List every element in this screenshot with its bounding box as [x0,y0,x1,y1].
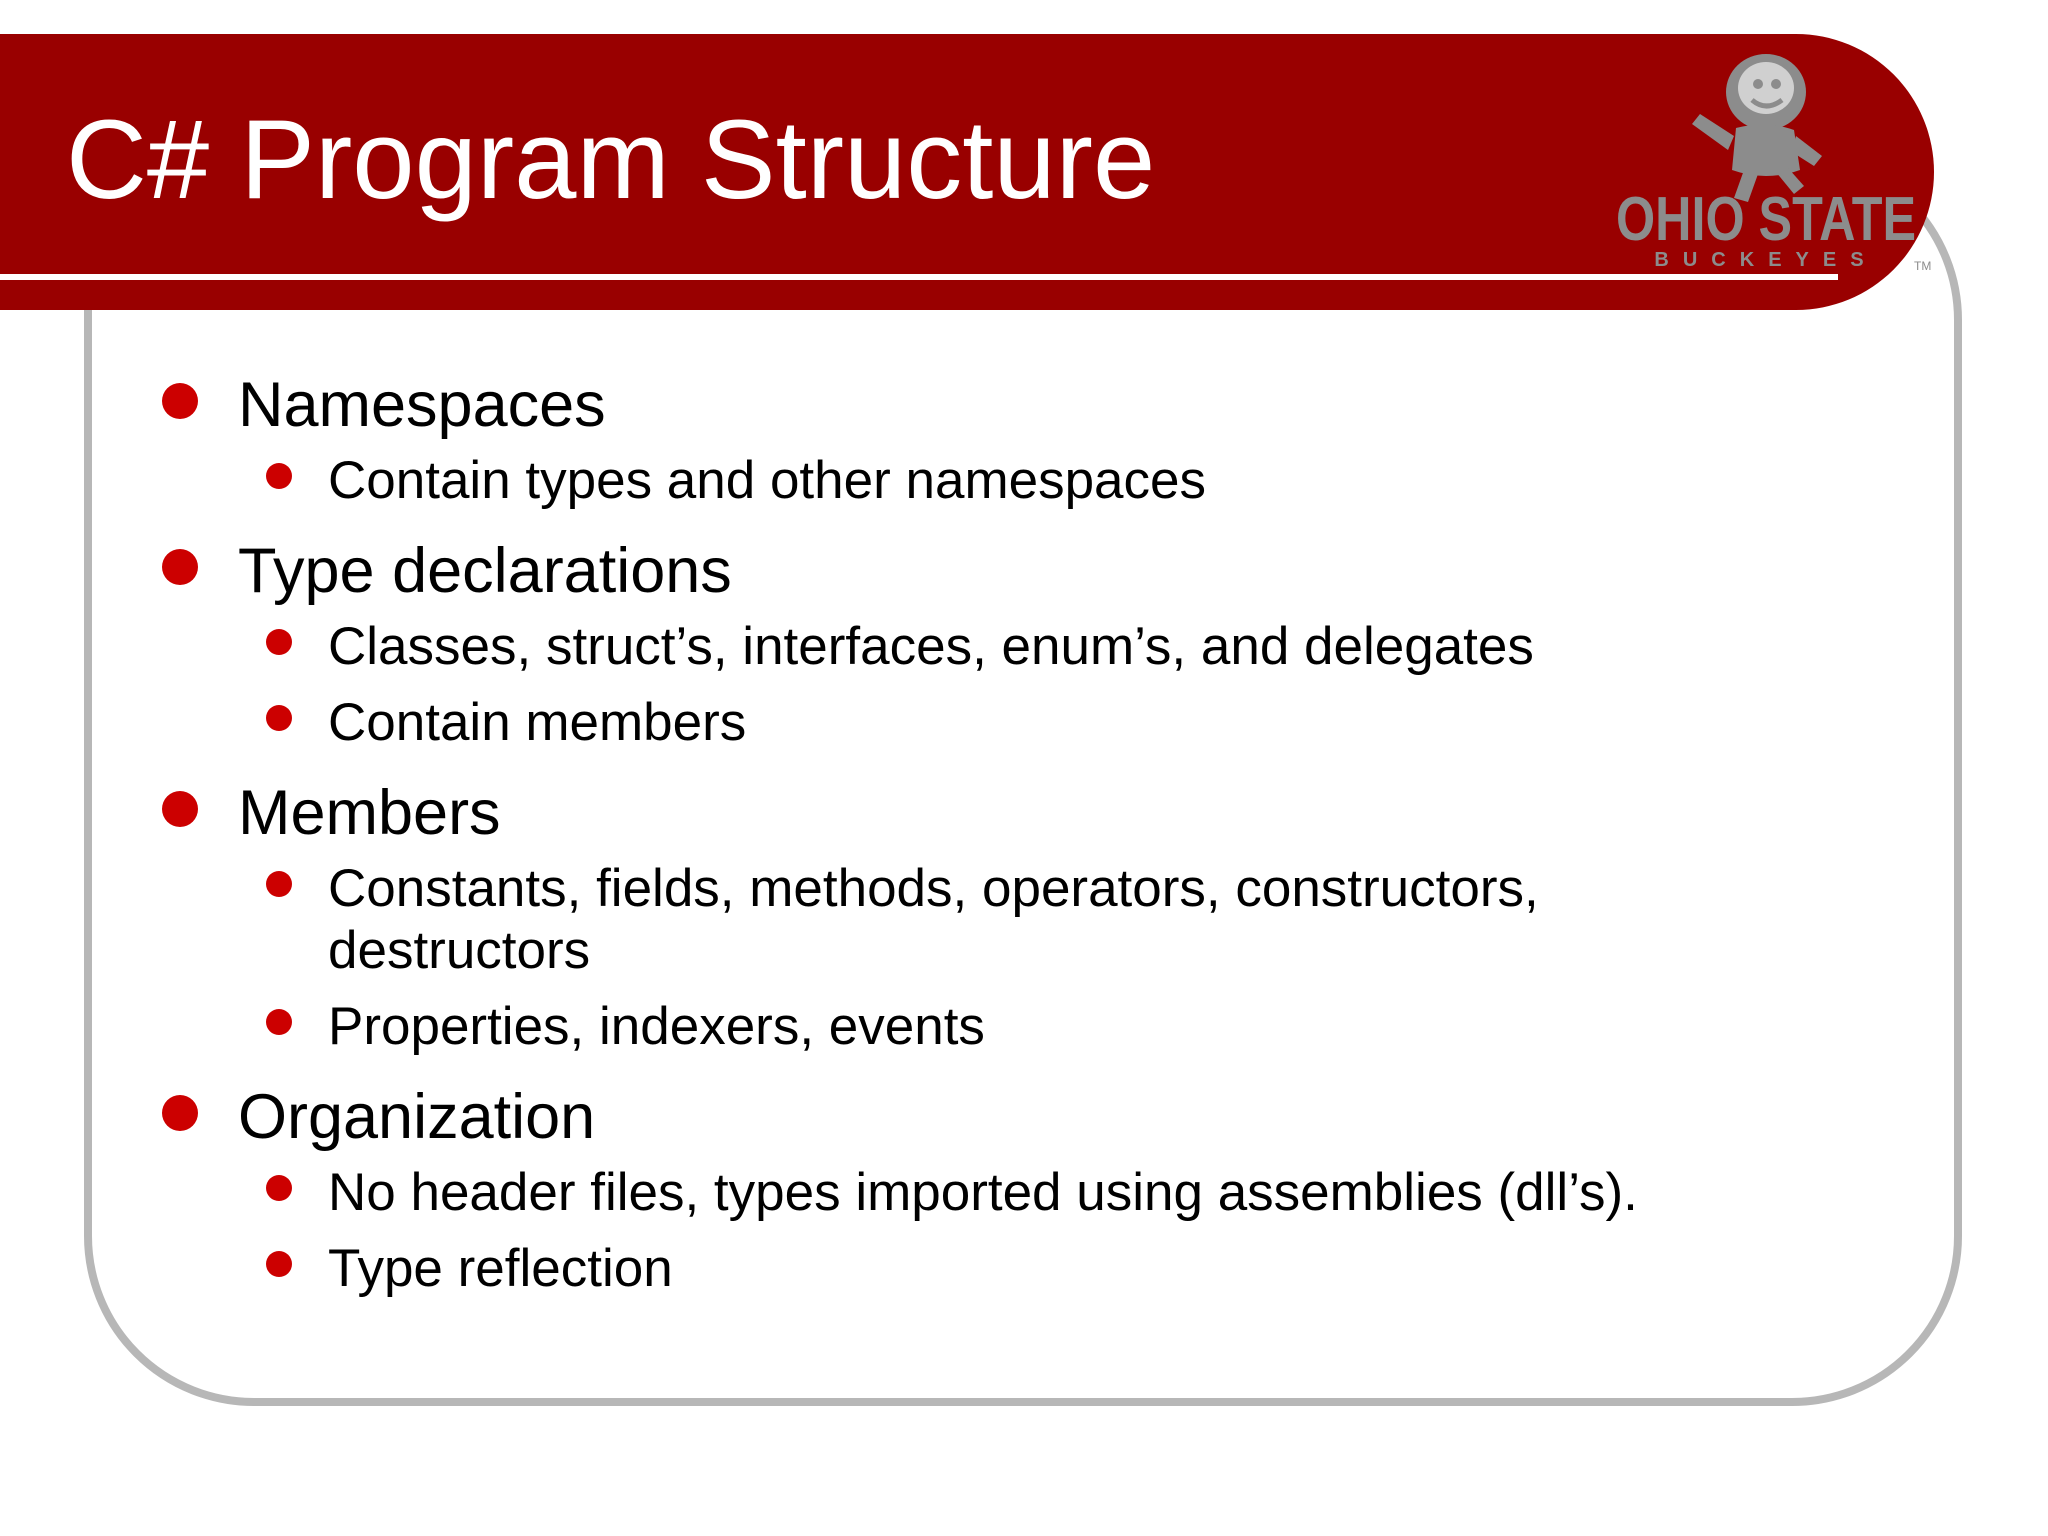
sub-bullet-dot-icon [266,871,292,897]
bullet-text: Members [238,778,501,848]
sub-bullet-item [0,450,1728,512]
bullet-dot-icon [162,1095,198,1131]
sub-bullet-text: Contain types and other namespaces [328,451,1206,510]
bullet-dot-icon [162,791,198,827]
bullet-list [0,360,2048,1314]
title-rule [0,274,1838,280]
bullet-text: Type declarations [238,536,732,606]
sub-bullet-text: Classes, struct’s, interfaces, enum’s, and delegates [328,617,1534,676]
sub-bullet-text: Constants, fields, methods, operators, constructors, destructors [328,859,1539,980]
sub-bullet-dot-icon [266,463,292,489]
bullet-text: Namespaces [238,370,606,440]
sub-bullet-item [0,996,1728,1058]
logo-wordmark: OHIO STATE [1616,185,1916,254]
slide-title: C# Program Structure [66,97,1156,222]
sub-bullet-dot-icon [266,1251,292,1277]
sub-bullet-text: No header files, types imported using assemblies (dll’s). [328,1163,1638,1222]
sub-bullet-dot-icon [266,1009,292,1035]
sub-bullet-item [0,1162,1728,1224]
sub-bullet-text: Contain members [328,693,747,752]
logo-subtext: BUCKEYES [1654,249,1878,271]
sub-bullet-item [0,1238,1728,1300]
sub-bullet-dot-icon [266,629,292,655]
sub-bullet-text: Properties, indexers, events [328,997,985,1056]
bullet-dot-icon [162,549,198,585]
bullet-item [0,360,2048,450]
bullet-dot-icon [162,383,198,419]
brutus-buckeye-mascot-icon [1692,54,1822,202]
logo-trademark: TM [1914,259,1932,273]
sub-bullet-item [0,858,1728,982]
sub-bullet-item [0,692,1728,754]
sub-bullet-text: Type reflection [328,1239,673,1298]
bullet-item [0,768,2048,858]
bullet-item [0,526,2048,616]
sub-bullet-item [0,616,1728,678]
bullet-text: Organization [238,1082,596,1152]
sub-bullet-dot-icon [266,1175,292,1201]
bullet-item [0,1072,2048,1162]
ohio-state-logo [1596,40,1936,280]
sub-bullet-dot-icon [266,705,292,731]
